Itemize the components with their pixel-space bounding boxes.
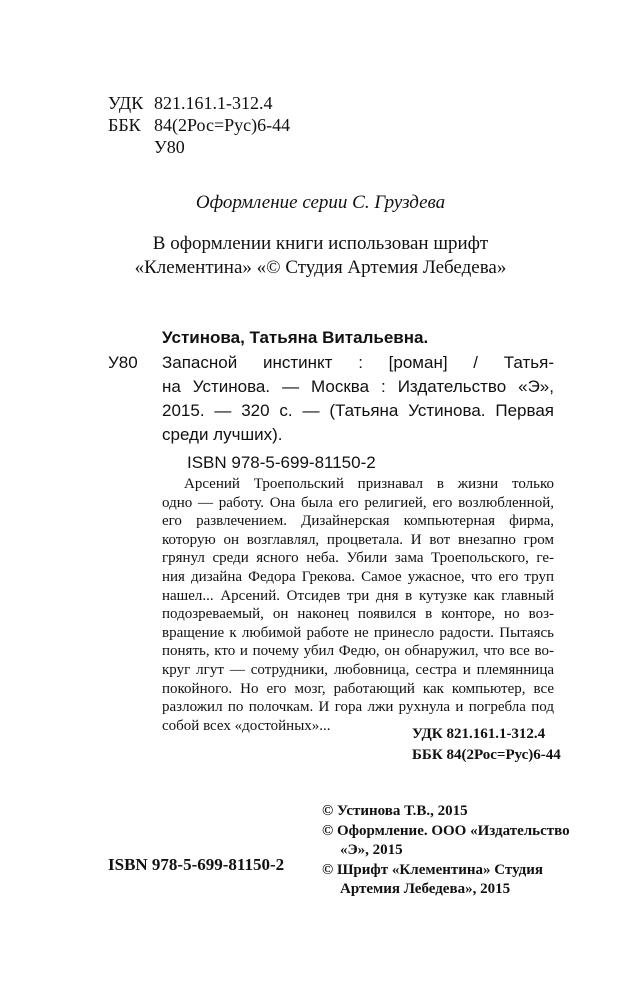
- classification-codes-top: [108, 92, 290, 158]
- annotation-line: покойного. Но его мозг, работающий как компьютер, все: [162, 680, 554, 697]
- copyright-design: © Оформление. ООО «Издательство: [322, 822, 570, 839]
- annotation-line: одно — работу. Она была его религией, его возлюбленной,: [162, 494, 554, 511]
- isbn-bottom: ISBN 978-5-699-81150-2: [108, 855, 285, 874]
- annotation-line: понять, кто и почему убил Федю, он обнаружил, что все во-: [162, 643, 554, 660]
- annotation-line: подозреваемый, он наконец появился в конторе, но воз-: [162, 606, 554, 623]
- classification-codes-bottom: [412, 724, 561, 766]
- font-notice-line: «Клементина» «© Студия Артемия Лебедева»: [134, 257, 507, 278]
- description-line: Запасной инстинкт : [роман] / Татья-: [162, 353, 554, 372]
- annotation: [162, 475, 554, 735]
- annotation-line: которую он возглавлял, процветала. И вот внезапно гром: [162, 531, 554, 548]
- annotation-line: его развлечением. Дизайнерская компьютерная фирма,: [162, 513, 554, 530]
- bbk-row: [108, 114, 290, 136]
- catalog-description: [162, 351, 554, 447]
- copyright-font: © Шрифт «Клементина» Студия: [322, 861, 543, 878]
- bbk-code: ББК 84(2Рос=Рус)6-44: [412, 747, 561, 763]
- catalog-author-mark: У80: [108, 353, 138, 372]
- bbk-value: 84(2Рос=Рус)6-44: [154, 115, 291, 135]
- annotation-line: разложил по полочкам. И гора лжи рухнула и погребла под: [162, 699, 554, 716]
- description-line: на Устинова. — Москва : Издательство «Э»,: [162, 377, 554, 396]
- copyright-design-cont: «Э», 2015: [340, 842, 403, 858]
- annotation-line: круг лгут — сотрудники, любовница, сестра и племянница: [162, 661, 554, 678]
- copyright-notices: [322, 802, 570, 900]
- udk-row: [108, 92, 290, 114]
- bbk-label: ББК: [108, 115, 141, 135]
- annotation-line: ния дизайна Федора Грекова. Самое ужасное, что его труп: [162, 568, 554, 585]
- description-line: среди лучших).: [162, 425, 283, 444]
- series-design-credit: Оформление серии С. Груздева: [195, 192, 446, 213]
- annotation-line: Арсений Троепольский признавал в жизни только: [184, 476, 554, 492]
- annotation-line: грянул среди ясного неба. Убили зама Троепольского, ге-: [162, 550, 554, 567]
- copyright-author: © Устинова Т.В., 2015: [322, 803, 468, 819]
- udk-value: 821.161.1-312.4: [154, 93, 273, 113]
- udk-code: УДК 821.161.1-312.4: [412, 726, 546, 742]
- description-line: 2015. — 320 с. — (Татьяна Устинова. Первая: [162, 401, 554, 420]
- annotation-line: вращение к любимой работе не принесло радости. Пытаясь: [162, 624, 554, 641]
- copyright-font-cont: Артемия Лебедева», 2015: [340, 881, 511, 897]
- annotation-line: собой всех «достойных»...: [162, 717, 331, 734]
- font-notice-line: В оформлении книги использован шрифт: [152, 233, 489, 254]
- catalog-author: Устинова, Татьяна Витальевна.: [162, 328, 429, 347]
- author-mark-row: [108, 136, 290, 158]
- annotation-line: нашел... Арсений. Отсидев три дня в кутузке как главный: [162, 587, 554, 604]
- udk-label: УДК: [108, 93, 144, 113]
- font-notice: [0, 232, 641, 280]
- catalog-isbn: ISBN 978-5-699-81150-2: [187, 453, 376, 472]
- author-mark: У80: [154, 137, 185, 157]
